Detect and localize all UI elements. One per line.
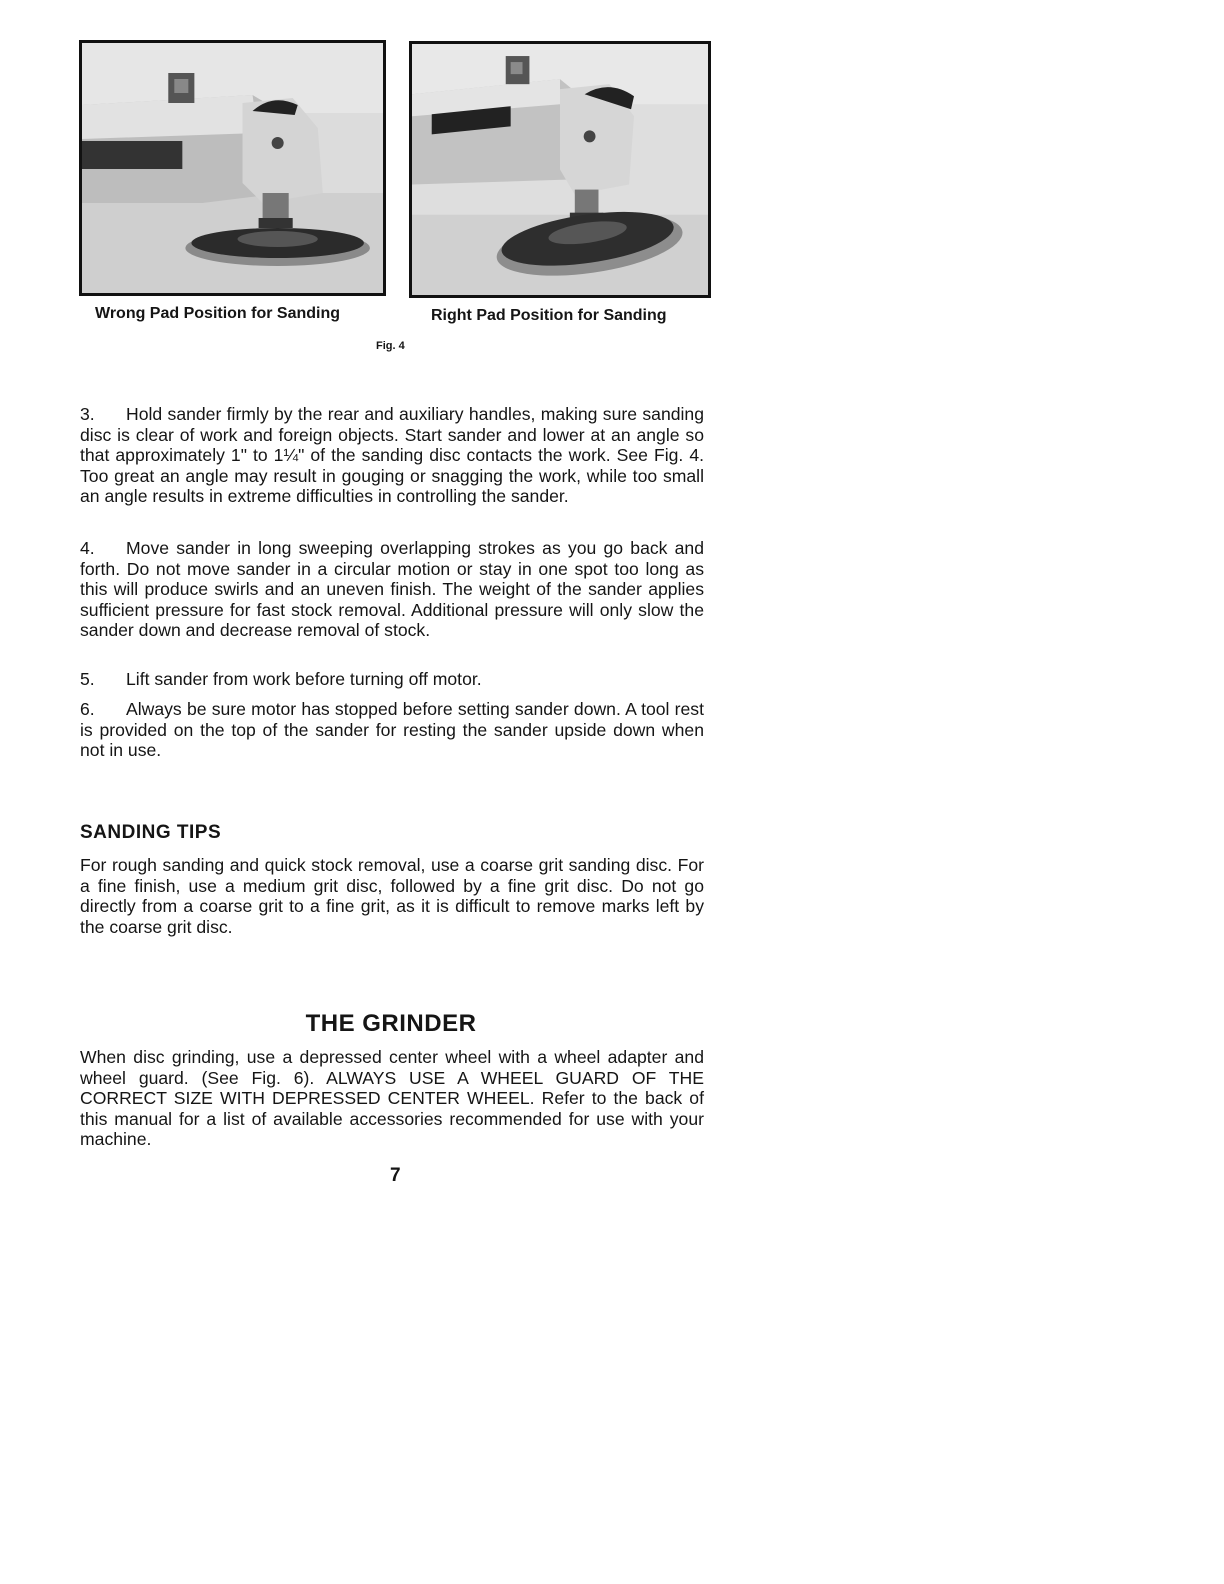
grinder-heading: THE GRINDER — [305, 1010, 477, 1037]
caption-wrong-pad-position: Wrong Pad Position for Sanding — [95, 305, 341, 322]
step-text: Lift sander from work before turning off motor. — [126, 669, 482, 689]
photo-right-pad-position — [409, 41, 711, 298]
grinder-text: When disc grinding, use a depressed center wheel with a wheel adapter and wheel guard. (See Fig. 6). ALWAYS USE A WHEEL GUARD OF THE CORRECT SIZE WITH DEPRESSED CENTER WHEEL. Refer to the back of this manual for a list of available accessories recommended for use with your machine. — [80, 1047, 704, 1150]
page-number: 7 — [390, 1165, 401, 1186]
step-3 — [80, 404, 704, 507]
step-4 — [80, 538, 704, 641]
sander-right-illustration — [412, 44, 708, 295]
step-6 — [80, 699, 704, 761]
figure-label: Fig. 4 — [376, 340, 405, 352]
sanding-tips-text: For rough sanding and quick stock removal, use a coarse grit sanding disc. For a fine finish, use a medium grit disc, followed by a fine grit disc. Do not go directly from a coarse grit to a fine grit, as it is difficult to remove marks left by the coarse grit disc. — [80, 855, 704, 937]
sanding-tips-heading: SANDING TIPS — [80, 822, 222, 843]
sander-wrong-illustration — [82, 43, 383, 293]
step-text: Move sander in long sweeping overlapping strokes as you go back and forth. Do not move sander in a circular motion or stay in one spot too long as this will produce swirls and an uneven finish. The weight of the sander applies sufficient pressure for fast stock removal. Additional pressure will only slow the sander down and decrease removal of stock. — [80, 538, 704, 641]
step-number: 4. — [80, 538, 95, 558]
step-5 — [80, 669, 704, 690]
step-text: Always be sure motor has stopped before setting sander down. A tool rest is provided on the top of the sander for resting the sander upside down when not in use. — [80, 699, 704, 761]
caption-right-pad-position: Right Pad Position for Sanding — [431, 307, 667, 324]
photo-wrong-pad-position — [79, 40, 386, 296]
step-text: Hold sander firmly by the rear and auxiliary handles, making sure sanding disc is clear of work and foreign objects. Start sander and lower at an angle so that approximately 1" to 1¼" of the sanding disc contacts the work. See Fig. 4. Too great an angle may result in gouging or snagging the work, while too small an angle results in extreme difficulties in controlling the sander. — [80, 404, 704, 507]
step-number: 6. — [80, 699, 95, 719]
step-number: 3. — [80, 404, 95, 424]
step-number: 5. — [80, 669, 95, 689]
